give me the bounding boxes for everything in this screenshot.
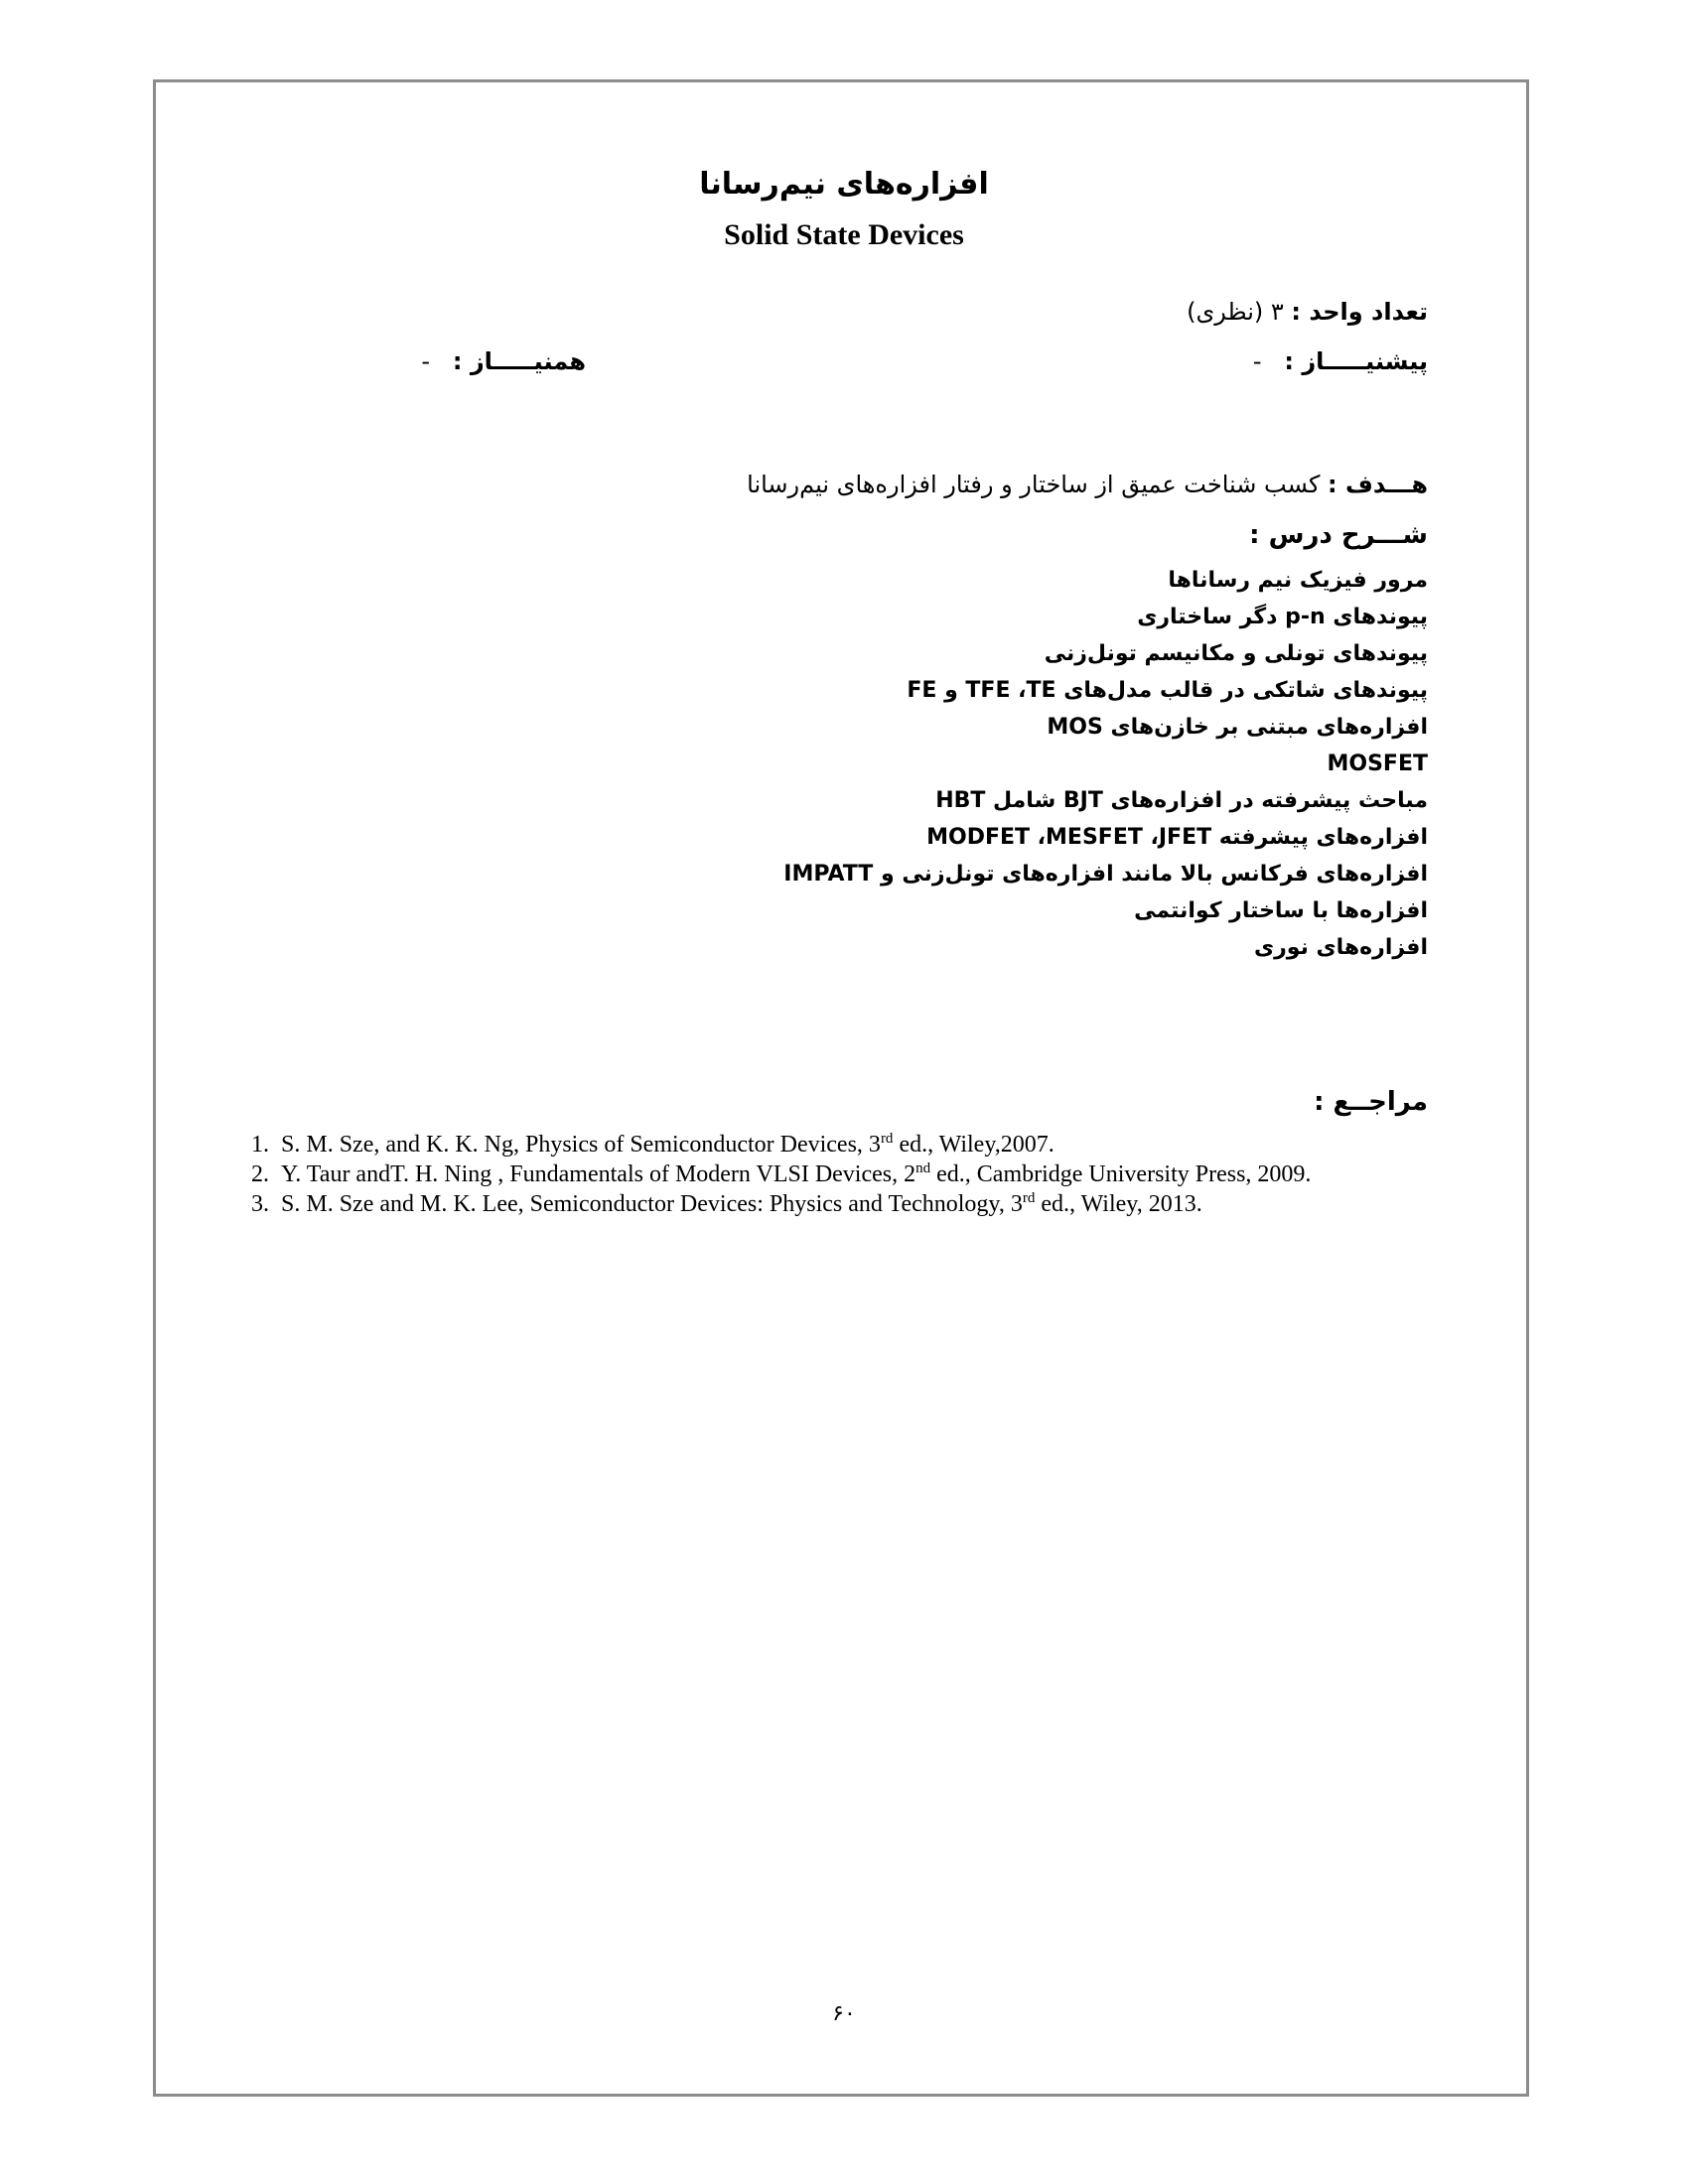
units-label: تعداد واحد : (1291, 298, 1428, 326)
reference-text: S. M. Sze and M. K. Lee, Semiconductor Devices: Physics and Technology, 3 (281, 1191, 1023, 1217)
reference-number: 2. (251, 1161, 269, 1187)
corequisite-value: - (421, 347, 430, 375)
reference-superscript: rd (880, 1131, 894, 1147)
page-number: ۶۰ (832, 2001, 856, 2026)
reference-text: Y. Taur andT. H. Ning , Fundamentals of Modern VLSI Devices, 2 (281, 1161, 916, 1187)
reference-text: S. M. Sze, and K. K. Ng, Physics of Semiconductor Devices, 3 (281, 1132, 881, 1158)
reference-text-end: ed., Wiley,2007. (893, 1132, 1055, 1158)
list-item: پیوندهای تونلی و مکانیسم تونل‌زنی (1044, 641, 1428, 666)
units-value: ۳ (نظری) (1187, 298, 1284, 326)
syllabus-heading: شـــرح درس : (1249, 520, 1428, 550)
prerequisite-line (1253, 347, 1428, 375)
list-item: پیوندهای p-n دگر ساختاری (1137, 605, 1428, 629)
prerequisite-value: - (1252, 347, 1262, 375)
list-item: مرور فیزیک نیم رساناها (1168, 568, 1428, 593)
references-list (251, 1124, 1312, 1217)
page-title-persian: افزاره‌های نیم‌رسانا (699, 167, 989, 202)
list-item: افزاره‌های نوری (1253, 935, 1428, 960)
reference-item (251, 1183, 1311, 1217)
prerequisite-label: پیشنیـــــاز : (1284, 347, 1428, 375)
references-heading: مراجــع : (1314, 1087, 1428, 1117)
list-item: افزاره‌ها با ساختار کوانتمی (1134, 898, 1428, 923)
reference-number: 3. (251, 1191, 269, 1217)
list-item: افزاره‌های مبتنی بر خازن‌های MOS (1047, 715, 1428, 740)
reference-superscript: rd (1022, 1190, 1036, 1206)
goal-line (747, 471, 1428, 498)
reference-text-end: ed., Cambridge University Press, 2009. (930, 1161, 1312, 1187)
page-title-english: Solid State Devices (724, 218, 964, 251)
corequisite-label: همنیـــــاز : (452, 347, 586, 375)
corequisite-line (421, 347, 586, 375)
reference-text-end: ed., Wiley, 2013. (1035, 1191, 1202, 1217)
syllabus-topics (783, 562, 1428, 966)
reference-item (251, 1154, 1312, 1187)
reference-superscript: nd (915, 1160, 931, 1176)
list-item: افزاره‌های پیشرفته MODFET ،MESFET ،JFET (926, 825, 1428, 850)
reference-number: 1. (251, 1132, 269, 1158)
list-item: مباحث پیشرفته در افزاره‌های BJT شامل HBT (935, 788, 1428, 813)
list-item: پیوندهای شاتکی در قالب مدل‌های TFE ،TE و FE (907, 678, 1428, 703)
list-item: افزاره‌های فرکانس بالا مانند افزاره‌های تونل‌زنی و IMPATT (783, 862, 1428, 887)
reference-item (251, 1124, 1311, 1158)
units-line (1187, 298, 1428, 326)
goal-label: هـــدف : (1328, 471, 1428, 498)
list-item: MOSFET (1327, 751, 1428, 776)
goal-text: کسب شناخت عمیق از ساختار و رفتار افزاره‌های نیم‌رسانا (747, 471, 1321, 498)
